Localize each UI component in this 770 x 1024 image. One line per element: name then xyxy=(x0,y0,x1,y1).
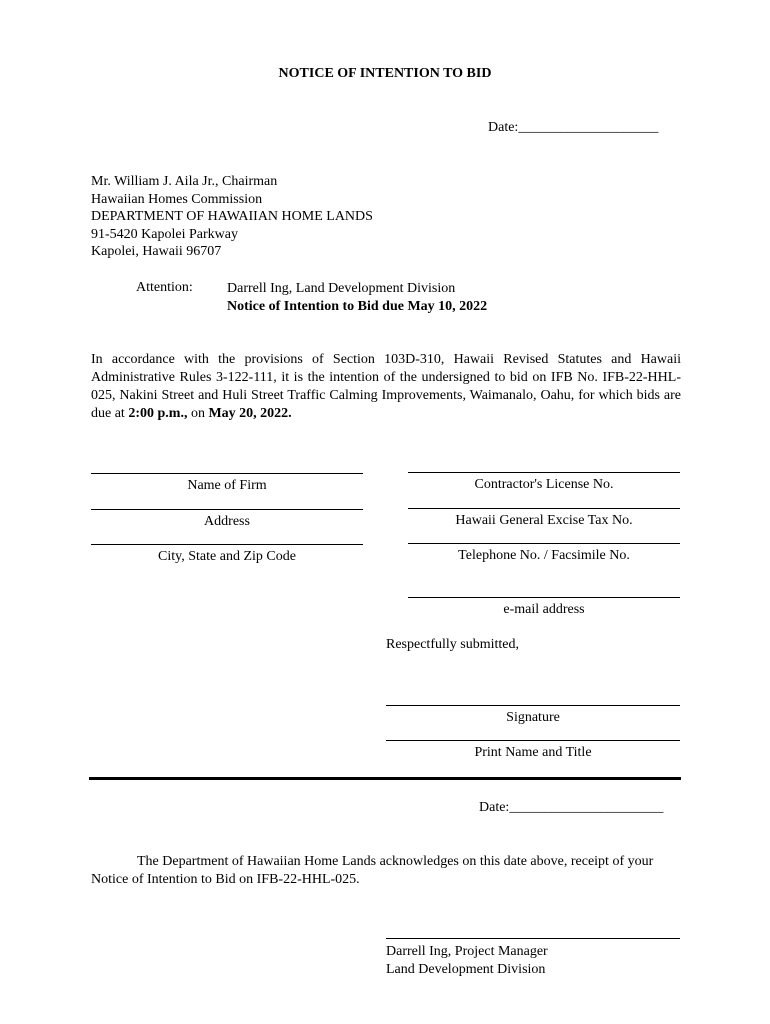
name-of-firm-line xyxy=(91,473,363,474)
print-name-line xyxy=(386,740,680,741)
date-field-top[interactable]: Date:____________________ xyxy=(488,120,659,135)
address-label: Address xyxy=(204,514,250,529)
signature-label: Signature xyxy=(506,710,560,725)
project-manager-name: Darrell Ing, Project Manager xyxy=(386,944,548,959)
email-field[interactable] xyxy=(408,597,680,618)
address-field[interactable] xyxy=(91,509,363,530)
excise-tax-field[interactable] xyxy=(408,508,680,529)
signature-field[interactable] xyxy=(386,705,680,726)
city-state-zip-line xyxy=(91,544,363,545)
telephone-label: Telephone No. / Facsimile No. xyxy=(458,548,630,563)
intent-paragraph xyxy=(91,351,681,423)
name-of-firm-field[interactable] xyxy=(91,473,363,494)
bid-due-date: May 20, 2022. xyxy=(208,406,292,421)
attention-label: Attention: xyxy=(136,280,193,295)
contractor-license-field[interactable] xyxy=(408,472,680,493)
acknowledgement-text: The Department of Hawaiian Home Lands acknowledges on this date above, receipt of your Notice of Intention to Bid on IFB-22-HHL-025. xyxy=(91,854,654,887)
city-state-zip-field[interactable] xyxy=(91,544,363,565)
signature-line xyxy=(386,705,680,706)
address-line-commission: Hawaiian Homes Commission xyxy=(91,191,263,207)
excise-tax-label: Hawaii General Excise Tax No. xyxy=(455,513,633,528)
project-manager-block xyxy=(386,943,548,978)
email-label: e-mail address xyxy=(503,602,585,617)
date-field-bottom[interactable]: Date:______________________ xyxy=(479,800,664,815)
name-of-firm-label: Name of Firm xyxy=(187,478,267,493)
project-manager-signature-line[interactable] xyxy=(386,938,680,939)
print-name-field[interactable] xyxy=(386,740,680,761)
address-line-street: 91-5420 Kapolei Parkway xyxy=(91,226,238,242)
attention-block xyxy=(227,280,487,316)
telephone-field[interactable] xyxy=(408,543,680,564)
recipient-address xyxy=(91,173,373,261)
respectfully-submitted: Respectfully submitted, xyxy=(386,637,519,652)
section-divider xyxy=(89,777,681,780)
bid-due-time: 2:00 p.m., xyxy=(128,406,188,421)
address-line-name: Mr. William J. Aila Jr., Chairman xyxy=(91,174,278,189)
print-name-label: Print Name and Title xyxy=(474,745,592,760)
paragraph-text: In accordance with the provisions of Section 103D-310, Hawaii Revised Statutes and Hawaii Administrative Rules 3-122-111, it is the intention of the undersigned to bid on IFB No. IFB-22-HHL-025, Nakini Street and Huli Street Traffic Calming Improvements, Waimanalo, Oahu, for which bids are due at xyxy=(91,352,681,421)
acknowledgement-paragraph xyxy=(91,853,681,889)
attention-due: Notice of Intention to Bid due May 10, 2022 xyxy=(227,299,488,314)
excise-tax-line xyxy=(408,508,680,509)
document-title: NOTICE OF INTENTION TO BID xyxy=(278,66,492,81)
paragraph-connector: on xyxy=(187,406,209,421)
contractor-license-label: Contractor's License No. xyxy=(474,477,614,492)
telephone-line xyxy=(408,543,680,544)
project-manager-division: Land Development Division xyxy=(386,961,546,977)
contractor-license-line xyxy=(408,472,680,473)
city-state-zip-label: City, State and Zip Code xyxy=(158,549,296,564)
address-line-department: DEPARTMENT OF HAWAIIAN HOME LANDS xyxy=(91,209,373,225)
address-line-city: Kapolei, Hawaii 96707 xyxy=(91,244,222,260)
email-line xyxy=(408,597,680,598)
address-line xyxy=(91,509,363,510)
attention-name: Darrell Ing, Land Development Division xyxy=(227,281,456,296)
